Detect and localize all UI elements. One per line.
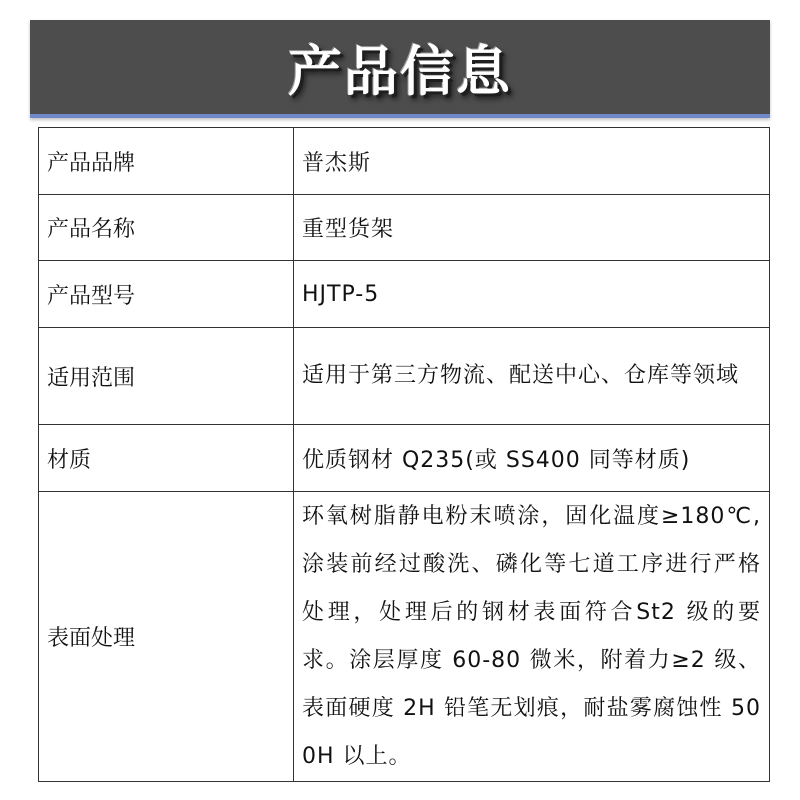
brand-value: 普杰斯 (302, 150, 372, 176)
row-label-brand: 产品品牌 (39, 128, 294, 195)
scope-value: 适用于第三方物流、配送中心、仓库等领域 (302, 363, 740, 388)
row-value-material (294, 425, 770, 492)
table-row-brand (39, 128, 770, 195)
model-value: HJTP-5 (302, 281, 380, 307)
row-label-scope: 适用范围 (39, 328, 294, 425)
name-value: 重型货架 (302, 217, 395, 242)
row-label-name: 产品名称 (39, 195, 294, 261)
row-value-model (294, 261, 770, 328)
row-label-surface: 表面处理 (39, 492, 294, 782)
surface-value: 环氧树脂静电粉末喷涂，固化温度≥180℃,涂装前经过酸洗、磷化等七道工序进行严格处理，处理后的钢材表面符合St2 级的要求。涂层厚度 60-80 微米，附着力≥2 级、表面硬度 2H 铅笔无划痕，耐盐雾腐蚀性 500H 以上。 (302, 503, 761, 769)
row-value-brand (294, 128, 770, 195)
material-value: 优质钢材 Q235(或 SS400 同等材质) (302, 447, 691, 473)
row-label-material: 材质 (39, 425, 294, 492)
table-row-model (39, 261, 770, 328)
table-row-name (39, 195, 770, 261)
row-value-name (294, 195, 770, 261)
table-row-material (39, 425, 770, 492)
row-label-model: 产品型号 (39, 261, 294, 328)
product-info-table (38, 127, 770, 782)
header-banner (30, 20, 770, 118)
table-row-surface (39, 492, 770, 782)
table-row-scope (39, 328, 770, 425)
row-value-scope (294, 328, 770, 425)
row-value-surface (294, 492, 770, 782)
page-title: 产品信息 (288, 39, 512, 103)
